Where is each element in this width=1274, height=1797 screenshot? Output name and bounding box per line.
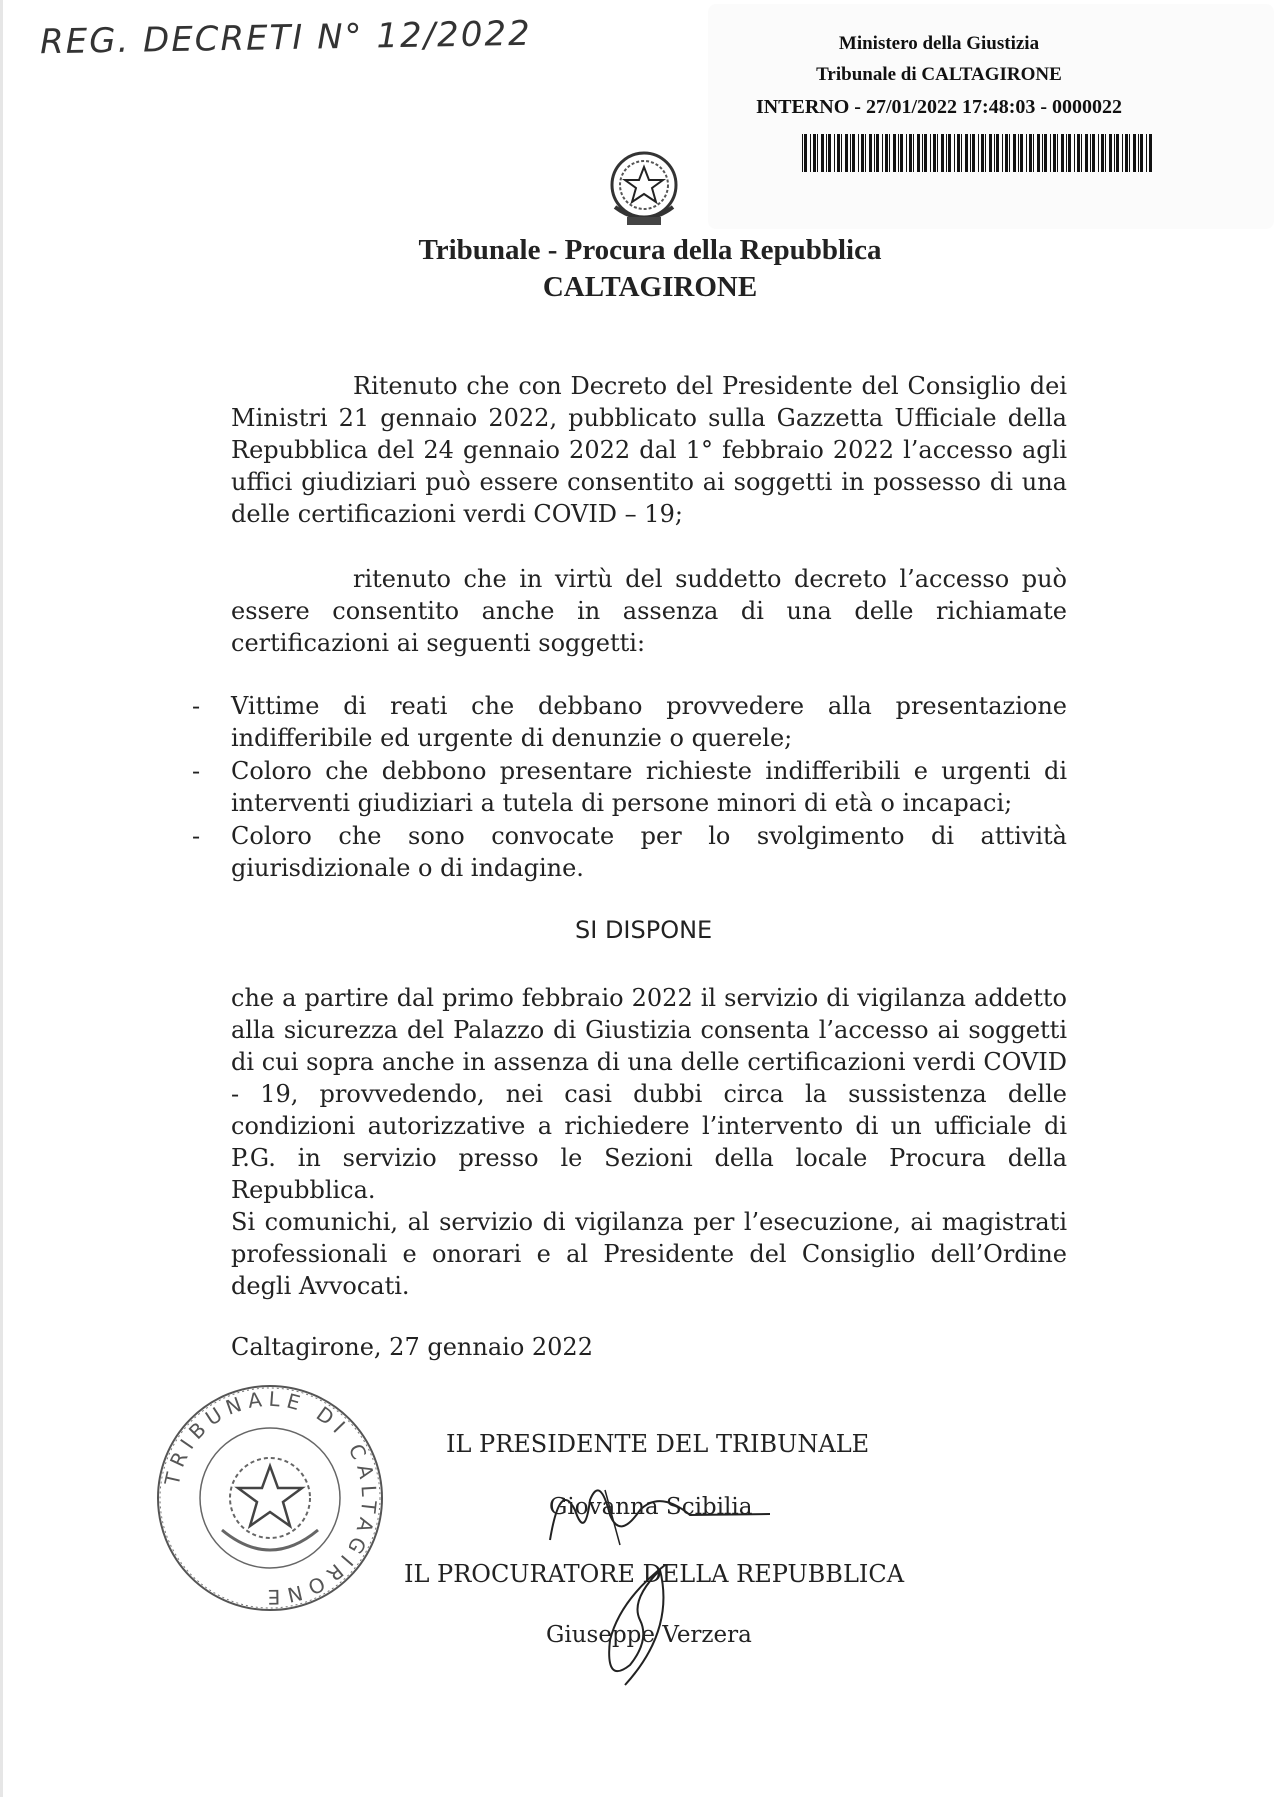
court-header xyxy=(380,232,920,306)
court-title-line2: CALTAGIRONE xyxy=(542,271,758,303)
list-item-text: Coloro che debbono presentare richieste indifferibili e urgenti di interventi giudiziari a tutela di persone minori di età o incapaci; xyxy=(231,757,1067,817)
svg-text:TRIBUNALE DI CALTAGIRONE: TRIBUNALE DI CALTAGIRONE xyxy=(159,1386,382,1610)
list-marker: - xyxy=(192,757,201,785)
prosecutor-name: Giuseppe Verzera xyxy=(546,1622,752,1648)
protocol-ministry: Ministero della Giustizia xyxy=(838,33,1040,54)
list-item xyxy=(192,820,1067,884)
court-seal-stamp xyxy=(152,1380,388,1616)
list-item-text: Coloro che sono convocate per lo svolgimento di attività giurisdizionale o di indagine. xyxy=(231,822,1067,882)
list-item xyxy=(192,755,1067,819)
paragraph-2: ritenuto che in virtù del suddetto decreto l’accesso può essere consentito anche in assenza di una delle richiamate certificazioni ai seguenti soggetti: xyxy=(231,565,1067,657)
paragraph-4: Si comunichi, al servizio di vigilanza per l’esecuzione, ai magistrati professionali e onorari e al Presidente del Consiglio dell’Ordine degli Avvocati. xyxy=(231,1208,1067,1300)
court-title-line1: Tribunale - Procura della Repubblica xyxy=(418,234,882,266)
prosecutor-signature xyxy=(580,1560,700,1690)
president-title: IL PRESIDENTE DEL TRIBUNALE xyxy=(446,1430,870,1458)
subjects-list xyxy=(192,690,1067,885)
protocol-number: INTERNO - 27/01/2022 17:48:03 - 0000022 xyxy=(755,96,1123,118)
protocol-court: Tribunale di CALTAGIRONE xyxy=(816,64,1062,85)
list-item xyxy=(192,690,1067,754)
republic-emblem-icon xyxy=(605,145,683,233)
barcode xyxy=(802,134,1152,172)
president-signature xyxy=(530,1470,780,1550)
place-and-date: Caltagirone, 27 gennaio 2022 xyxy=(231,1333,593,1361)
president-name: Giovanna Scibilia xyxy=(549,1494,753,1520)
list-marker: - xyxy=(192,692,201,720)
handwritten-registry-note: REG. DECRETI N° 12/2022 xyxy=(39,13,532,63)
paragraph-1: Ritenuto che con Decreto del Presidente del Consiglio dei Ministri 21 gennaio 2022, pubblicato sulla Gazzetta Ufficiale della Repubblica del 24 gennaio 2022 dal 1° febbraio 2022 l’accesso agli uffici giudiziari può essere consentito ai soggetti in possesso di una delle certificazioni verdi COVID – 19; xyxy=(231,372,1067,528)
dispone-heading: SI DISPONE xyxy=(575,916,713,944)
paragraph-3: che a partire dal primo febbraio 2022 il servizio di vigilanza addetto alla sicurezza del Palazzo di Giustizia consenta l’accesso ai soggetti di cui sopra anche in assenza di una delle certificazioni verdi COVID - 19, provvedendo, nei casi dubbi circa la sussistenza delle condizioni autorizzative a richiedere l’intervento di un ufficiale di P.G. in servizio presso le Sezioni della locale Procura della Repubblica. xyxy=(231,984,1067,1204)
list-item-text: Vittime di reati che debbano provvedere alla presentazione indifferibile ed urgente di denunzie o querele; xyxy=(231,692,1067,752)
prosecutor-title: IL PROCURATORE DELLA REPUBBLICA xyxy=(404,1560,905,1588)
list-marker: - xyxy=(192,822,201,850)
protocol-stamp xyxy=(708,4,1274,229)
